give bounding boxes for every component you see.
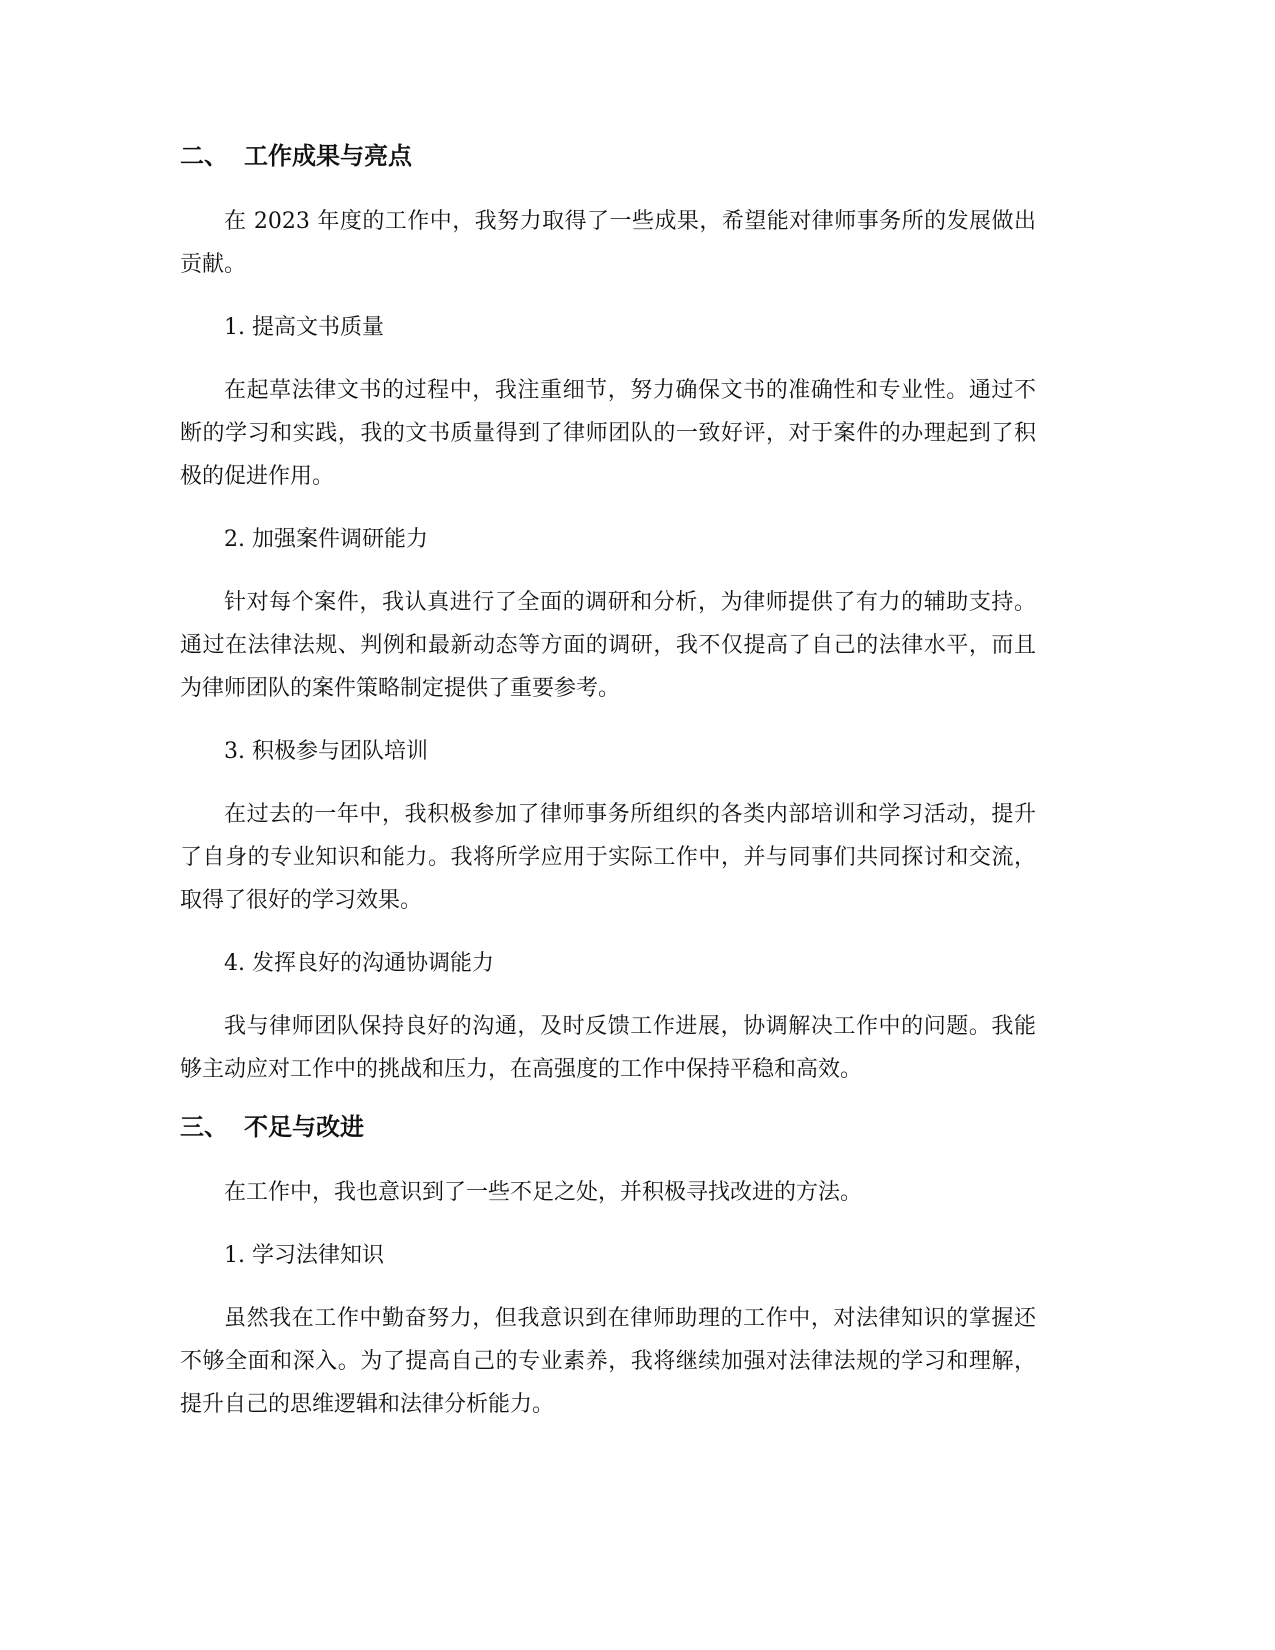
section-number: 二、 [180, 142, 228, 170]
list-item-text: 在过去的一年中，我积极参加了律师事务所组织的各类内部培训和学习活动，提升了自身的专业知识和能力。我将所学应用于实际工作中，并与同事们共同探讨和交流，取得了很好的学习效果。 [180, 802, 1036, 913]
list-item-label: 3. 积极参与团队培训 [224, 739, 428, 764]
list-item-text: 我与律师团队保持良好的沟通，及时反馈工作进展，协调解决工作中的问题。我能够主动应对工作中的挑战和压力，在高强度的工作中保持平稳和高效。 [180, 1014, 1036, 1082]
list-item-text: 在起草法律文书的过程中，我注重细节，努力确保文书的准确性和专业性。通过不断的学习和实践，我的文书质量得到了律师团队的一致好评，对于案件的办理起到了积极的促进作用。 [180, 378, 1036, 489]
section-number: 三、 [180, 1113, 228, 1141]
list-item-label: 1. 学习法律知识 [224, 1243, 384, 1268]
section-intro: 在工作中，我也意识到了一些不足之处，并积极寻找改进的方法。 [224, 1180, 863, 1205]
section-title: 不足与改进 [244, 1113, 364, 1141]
section-title: 工作成果与亮点 [244, 142, 412, 170]
list-item-text: 针对每个案件，我认真进行了全面的调研和分析，为律师提供了有力的辅助支持。通过在法律法规、判例和最新动态等方面的调研，我不仅提高了自己的法律水平，而且为律师团队的案件策略制定提供了重要参考。 [180, 590, 1036, 701]
section-heading-achievements [180, 140, 1036, 172]
section-heading-improvements [180, 1111, 1036, 1143]
list-item-text: 虽然我在工作中勤奋努力，但我意识到在律师助理的工作中，对法律知识的掌握还不够全面和深入。为了提高自己的专业素养，我将继续加强对法律法规的学习和理解，提升自己的思维逻辑和法律分析能力。 [180, 1306, 1036, 1417]
list-item-label: 4. 发挥良好的沟通协调能力 [224, 951, 494, 976]
list-item-label: 1. 提高文书质量 [224, 315, 384, 340]
list-item-label: 2. 加强案件调研能力 [224, 527, 428, 552]
document-page [180, 140, 1036, 1426]
section-intro: 在 2023 年度的工作中，我努力取得了一些成果，希望能对律师事务所的发展做出贡献。 [180, 209, 1036, 277]
